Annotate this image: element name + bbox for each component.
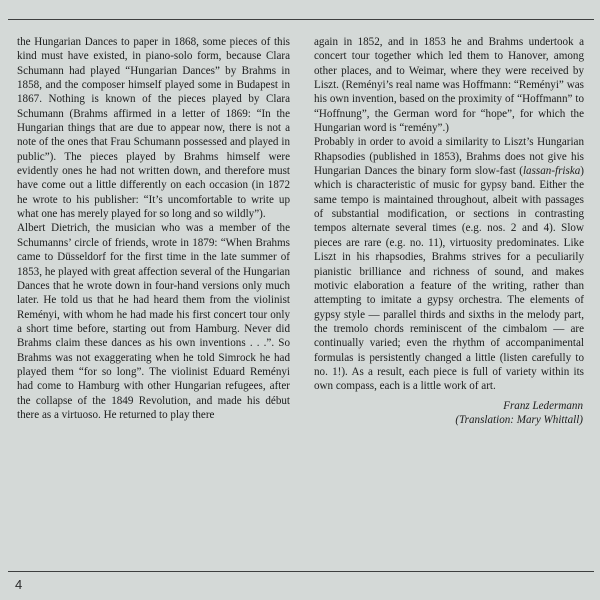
right-column bbox=[314, 35, 584, 427]
translator-credit: (Translation: Mary Whittall) bbox=[455, 413, 583, 426]
author-name: Franz Ledermann bbox=[503, 399, 583, 412]
right-paragraph-2 bbox=[314, 135, 584, 393]
bottom-rule bbox=[8, 571, 594, 572]
page-number: 4 bbox=[15, 577, 23, 592]
signature-block bbox=[314, 399, 583, 428]
right-paragraph-1: again in 1852, and in 1853 he and Brahms undertook a concert tour together which led them to Hanover, among other places, and to Weimar, where they were received by Liszt. (Reményi’s real name was Hoffmann: “Reményi” was his own invention, based on the proximity of “Hoffmann” to “Hoffnung”, the German word for “hope”, for which the Hungarian word is “remény”.) bbox=[314, 36, 584, 135]
left-paragraph-2: Albert Dietrich, the musician who was a member of the Schumanns’ circle of friends, wrote in 1879: “When Brahms came to Düsseldorf for the first time in the late summer of 1853, he played with great affection several of the Hungarian Dances that he wrote down in four-hand versions only much later. He told us that he had heard them from the violinist Reményi, with whom he had made his first concert tour only a short time before, starting out from Hamburg. Never did Brahms claim these dances as his own inventions . . .”. So Brahms was not exaggerating when he told Simrock he had played them “for so long”. The violinist Eduard Reményi had come to Hamburg with other Hungarian refugees, after the collapse of the 1849 Revolution, and made his début there as a virtuoso. He returned to play there bbox=[17, 222, 290, 421]
right-paragraph-2-part-2: ) which is characteristic of music for gypsy band. Either the same tempo is maintained throughout, albeit with passages of substantial modification, or sections in contrasting tempos alternate several times (e.g. nos. 2 and 4). Slow pieces are rare (e.g. no. 11), virtuosity predominates. Like Liszt in his rhapsodies, Brahms strives for a peculiarily pianistic brilliance and richness of sound, and makes motivic elaboration a feature of the writing, rather than attempting to imitate a gypsy orchestra. The elements of gypsy style — parallel thirds and sixths in the melody part, the tremolo chords reminiscent of the cimbalom — are continually varied; even the rhythm of accompanimental formulas is persistently changed a little (listen carefully to no. 1!). As a result, each piece is full of variety within its own compass, each is a little work of art. bbox=[314, 165, 584, 393]
left-paragraph-1: the Hungarian Dances to paper in 1868, some pieces of this kind must have existed, in piano-solo form, because Clara Schumann had played “Hungarian Dances” by Brahms in 1858, and the composer himself played some in Budapest in 1867. Nothing is known of the pieces played by Clara Schumann (Brahms affirmed in a letter of 1869: “In the Hungarian things that are due to appear now, there is not a note of the ones that Frau Schumann possessed and played in public”). The pieces played by Brahms himself were evidently ones he had not written down, and therefore must have come out a little differently on each occasion (in 1872 he wrote to his publisher: “It’s uncomfortable to write up what one has merely played for so long and so wildly”). bbox=[17, 36, 290, 221]
top-rule bbox=[8, 19, 594, 20]
lassan-friska-term: lassan-friska bbox=[522, 165, 581, 178]
right-paragraph-2-part-1: Probably in order to avoid a similarity to Liszt’s Hungarian Rhapsodies (published in 1853), Brahms does not give his Hungarian Dances the binary form slow-fast ( bbox=[314, 136, 584, 178]
left-column bbox=[17, 35, 290, 422]
